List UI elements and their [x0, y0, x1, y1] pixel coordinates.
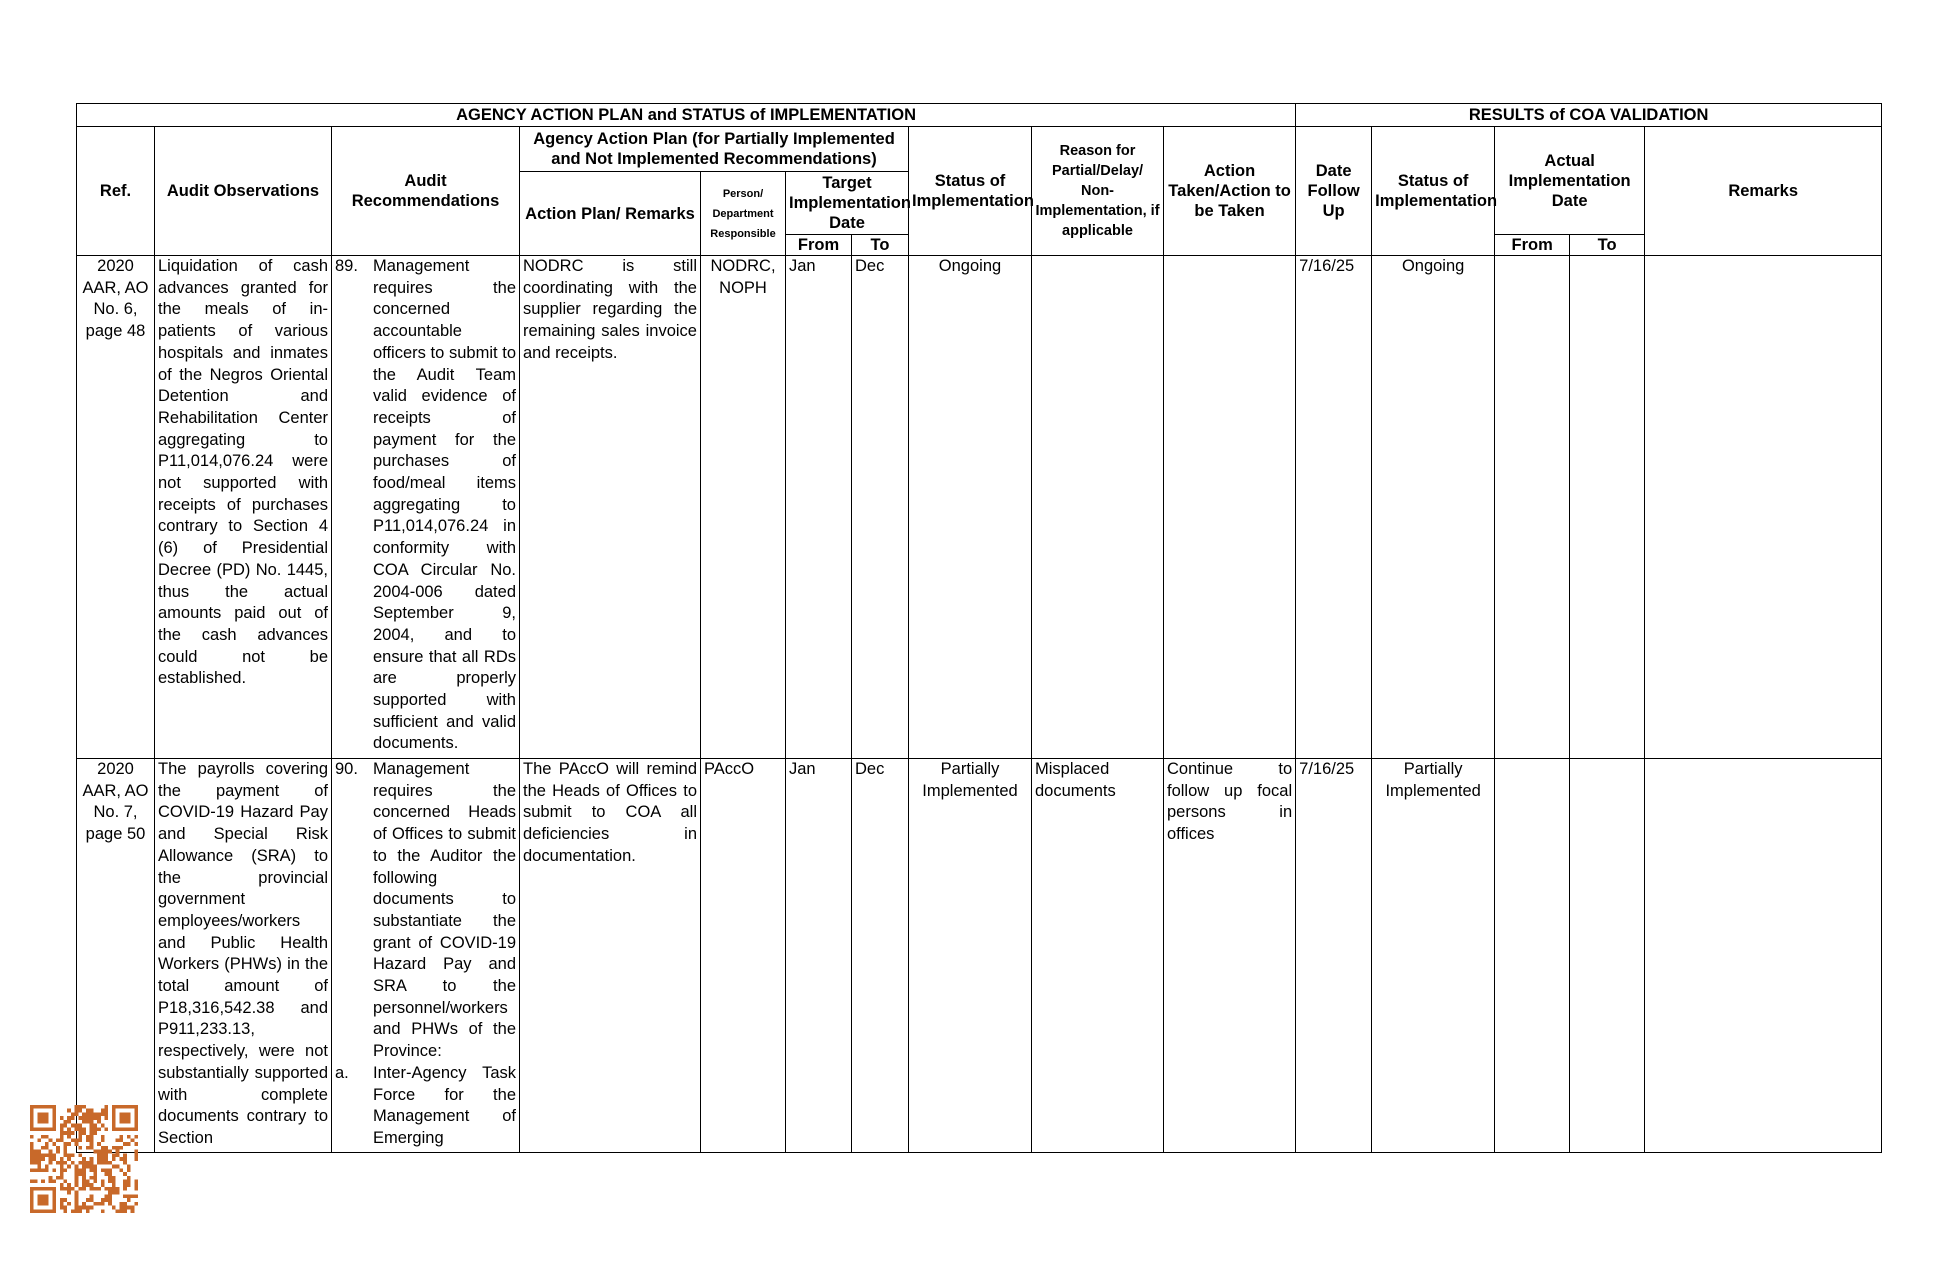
actual-from-cell: [1495, 256, 1570, 759]
target-to-cell: Dec: [852, 759, 909, 1153]
coa-validation-title: RESULTS of COA VALIDATION: [1296, 104, 1882, 127]
remarks-cell: [1645, 759, 1882, 1153]
remarks-cell: [1645, 256, 1882, 759]
action-taken-header: Action Taken/Action to be Taken: [1164, 127, 1296, 256]
status-implementation-header: Status of Implementation: [909, 127, 1032, 256]
recommendation-number: 90.: [335, 760, 358, 778]
target-to-cell: Dec: [852, 256, 909, 759]
status-cell: Ongoing: [909, 256, 1032, 759]
action-plan-remarks-header: Action Plan/ Remarks: [520, 172, 701, 256]
reason-header: Reason for Partial/Delay/ Non-Implementation, if applicable: [1032, 127, 1164, 256]
action-taken-cell: [1164, 256, 1296, 759]
status-cell: Partially Implemented: [909, 759, 1032, 1153]
follow-up-cell: 7/16/25: [1296, 256, 1372, 759]
target-from-header: From: [786, 235, 852, 256]
reason-cell: [1032, 256, 1164, 759]
target-date-header: Target Implementation Date: [786, 172, 909, 235]
follow-up-cell: 7/16/25: [1296, 759, 1372, 1153]
recommendation-text: Management requires the concerned Heads of Offices to submit to the Auditor the following documents to substantiate the grant of COVID-19 Hazard Pay and SRA to the personnel/workers and PHWs of the Province:: [373, 760, 516, 1061]
action-plan-cell: NODRC is still coordinating with the supplier regarding the remaining sales invoice and receipts.: [520, 256, 701, 759]
recommendation-number: 89.: [335, 257, 358, 275]
actual-to-cell: [1570, 256, 1645, 759]
recommendation-text: Management requires the concerned accountable officers to submit to the Audit Team valid evidence of receipts of payment for the purchases of food/meal items aggregating to P11,014,076.24 in conformity with COA Circular No. 2004-006 dated September 9, 2004, and to ensure that all RDs are properly supported with sufficient and valid documents.: [373, 257, 516, 753]
ref-header: Ref.: [77, 127, 155, 256]
target-from-cell: Jan: [786, 759, 852, 1153]
actual-to-header: To: [1570, 235, 1645, 256]
recommendation-cell: [332, 759, 520, 1153]
agency-action-plan-title: AGENCY ACTION PLAN and STATUS of IMPLEMENTATION: [77, 104, 1296, 127]
actual-date-header: Actual Implementation Date: [1495, 127, 1645, 235]
target-from-cell: Jan: [786, 256, 852, 759]
actual-from-cell: [1495, 759, 1570, 1153]
action-plan-group-header: Agency Action Plan (for Partially Implemented and Not Implemented Recommendations): [520, 127, 909, 172]
observation-cell: Liquidation of cash advances granted for the meals of in-patients of various hospitals and inmates of the Negros Oriental Detention and Rehabilitation Center aggregating to P11,014,076.24 were not supported with receipts of purchases contrary to Section 4 (6) of Presidential Decree (PD) No. 1445, thus the actual amounts paid out of the cash advances could not be established.: [155, 256, 332, 759]
audit-recommendations-header: Audit Recommendations: [332, 127, 520, 256]
action-plan-table: [76, 103, 1882, 1153]
sub-item-text: Inter-Agency Task Force for the Management of Emerging: [373, 1063, 516, 1147]
target-to-header: To: [852, 235, 909, 256]
ref-cell: 2020 AAR, AO No. 7, page 50: [77, 759, 155, 1153]
coa-status-cell: Ongoing: [1372, 256, 1495, 759]
person-cell: PAccO: [701, 759, 786, 1153]
person-responsible-header: Person/ Department Responsible: [701, 172, 786, 256]
actual-from-header: From: [1495, 235, 1570, 256]
remarks-header: Remarks: [1645, 127, 1882, 256]
sub-item-letter: a.: [335, 1063, 349, 1082]
ref-cell: 2020 AAR, AO No. 6, page 48: [77, 256, 155, 759]
recommendation-cell: [332, 256, 520, 759]
table-row: [77, 759, 1882, 1153]
table-row: [77, 256, 1882, 759]
coa-status-cell: Partially Implemented: [1372, 759, 1495, 1153]
reason-cell: Misplaced documents: [1032, 759, 1164, 1153]
observation-cell: The payrolls covering the payment of COVID-19 Hazard Pay and Special Risk Allowance (SRA) to the provincial government employees/workers and Public Health Workers (PHWs) in the total amount of P18,316,542.38 and P911,233.13, respectively, were not substantially supported with complete documents contrary to Section: [155, 759, 332, 1153]
person-cell: NODRC, NOPH: [701, 256, 786, 759]
coa-status-header: Status of Implementation: [1372, 127, 1495, 256]
action-plan-cell: The PAccO will remind the Heads of Offices to submit to COA all deficiencies in documentation.: [520, 759, 701, 1153]
qr-code-icon: [30, 1105, 138, 1213]
audit-observations-header: Audit Observations: [155, 127, 332, 256]
date-follow-up-header: Date Follow Up: [1296, 127, 1372, 256]
action-taken-cell: Continue to follow up focal persons in offices: [1164, 759, 1296, 1153]
actual-to-cell: [1570, 759, 1645, 1153]
